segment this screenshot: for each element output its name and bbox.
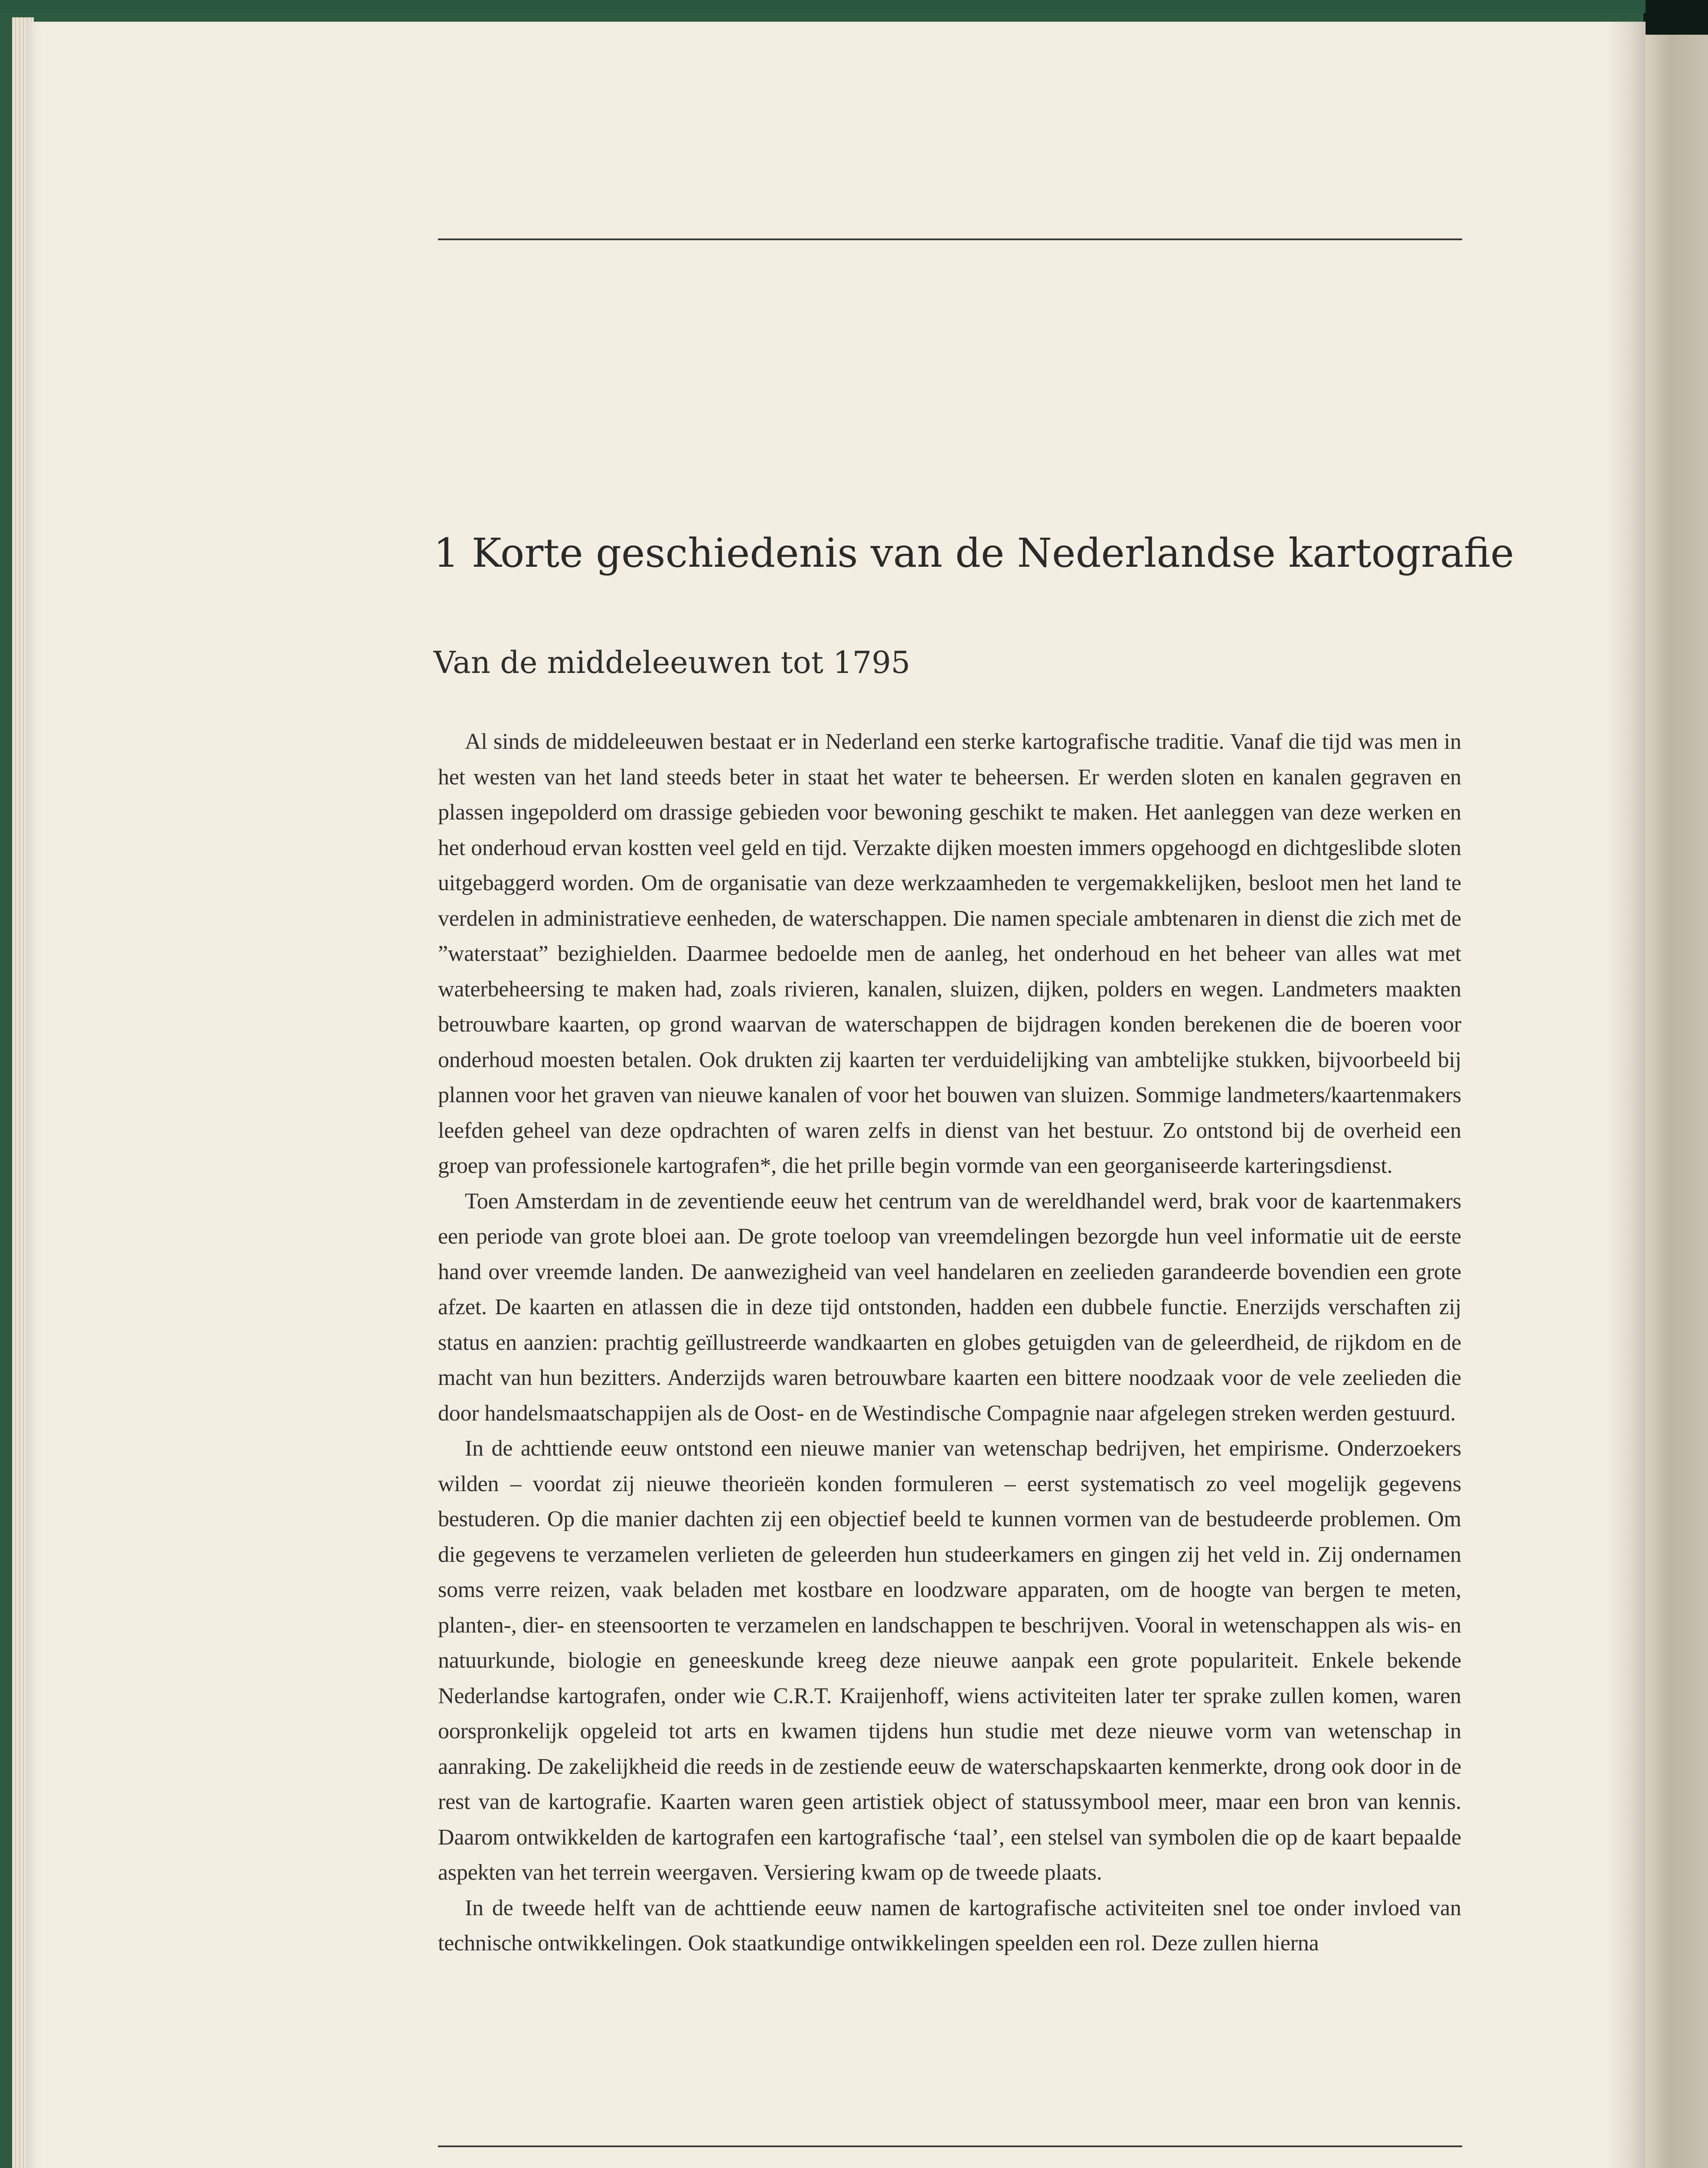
section-title: Van de middeleeuwen tot 1795 [434,645,911,680]
paragraph-2: Toen Amsterdam in de zeventiende eeuw het centrum van de wereldhandel werd, brak voor de kaartenmakers een periode van grote bloei aan. De grote toeloop van vreemdelingen bezorgde hun veel informatie uit de eerste hand over vreemde landen. De aanwezigheid van veel handelaren en zeelieden garandeerde bovendien een grote afzet. De kaarten en atlassen die in deze tijd ontstonden, hadden een dubbele functie. Enerzijds verschaften zij status en aanzien: prachtig geïllustreerde wandkaarten en globes getuigden van de geleerdheid, de rijkdom en de macht van hun bezitters. Anderzijds waren betrouwbare kaarten een bittere noodzaak voor de vele zeelieden die door handelsmaatschappijen als de Oost- en de Westindische Compagnie naar afgelegen streken werden gestuurd. [438,1188,1461,1426]
background-corner [1646,0,1708,35]
page-curl-shadow [1607,22,1646,2168]
paragraph-1: Al sinds de middeleeuwen bestaat er in Nederland een sterke kartografische traditie. Vanaf die tijd was men in het westen van het land steeds beter in staat het water te beheersen. Er werden sloten en kanalen gegraven en plassen ingepolderd om drassige gebieden voor bewoning geschikt te maken. Het aanleggen van deze werken en het onderhoud ervan kostten veel geld en tijd. Verzakte dijken moesten immers opgehoogd en dichtgeslibde sloten uitgebaggerd worden. Om de organisatie van deze werkzaamheden te vergemakkelijken, besloot men het land te verdelen in administratieve eenheden, de waterschappen. Die namen speciale ambtenaren in dienst die zich met de ”waterstaat” bezighielden. Daarmee bedoelde men de aanleg, het onderhoud en het beheer van alles wat met waterbeheersing te maken had, zoals rivieren, kanalen, sluizen, dijken, polders en wegen. Landmeters maakten betrouwbare kaarten, op grond waarvan de waterschappen de bijdragen konden berekenen die de boeren voor onderhoud moesten betalen. Ook drukten zij kaarten ter verduidelijking van ambtelijke stukken, bijvoorbeeld bij plannen voor het graven van nieuwe kanalen of voor het bouwen van sluizen. Sommige landmeters/kaartenmakers leefden geheel van deze opdrachten of waren zelfs in dienst van het bestuur. Zo ontstond bij de overheid een groep van professionele kartografen*, die het prille begin vormde van een georganiseerde karteringsdienst. [438,729,1461,1178]
top-rule [438,238,1462,240]
bottom-rule [438,2145,1462,2147]
chapter-title: 1 Korte geschiedenis van de Nederlandse kartografie [434,530,1514,576]
cover-top-edge [0,0,1708,13]
body-text [438,724,1461,1961]
paragraph-3: In de achttiende eeuw ontstond een nieuwe manier van wetenschap bedrijven, het empirisme. Onderzoekers wilden – voordat zij nieuwe theorieën konden formuleren – eerst systematisch zo veel mogelijk gegevens bestuderen. Op die manier dachten zij een objectief beeld te kunnen vormen van de bestudeerde problemen. Om die gegevens te verzamelen verlieten de geleerden hun studeerkamers en gingen zij het veld in. Zij ondernamen soms verre reizen, vaak beladen met kostbare en loodzware apparaten, om de hoogte van bergen te meten, planten-, dier- en steensoorten te verzamelen en landschappen te beschrijven. Vooral in wetenschappen als wis- en natuurkunde, biologie en geneeskunde kreeg deze nieuwe aanpak een grote populariteit. Enkele bekende Nederlandse kartografen, onder wie C.R.T. Kraijenhoff, wiens activiteiten later ter sprake zullen komen, waren oorspronkelijk opgeleid tot arts en kwamen tijdens hun studie met deze nieuwe vorm van wetenschap in aanraking. De zakelijkheid die reeds in de zestiende eeuw de waterschapskaarten kenmerkte, drong ook door in de rest van de kartografie. Kaarten waren geen artistiek object of statussymbool meer, maar een bron van kennis. Daarom ontwikkelden de kartografen een kartografische ‘taal’, een stelsel van symbolen die op de kaart bepaalde aspekten van het terrein weergaven. Versiering kwam op de tweede plaats. [438,1436,1461,1885]
paragraph-4: In de tweede helft van de achttiende eeuw namen de kartografische activiteiten snel toe onder invloed van technische ontwikkelingen. Ook staatkundige ontwikkelingen speelden een rol. Deze zullen hierna [438,1895,1461,1956]
book-block-edge [1646,26,1708,2168]
